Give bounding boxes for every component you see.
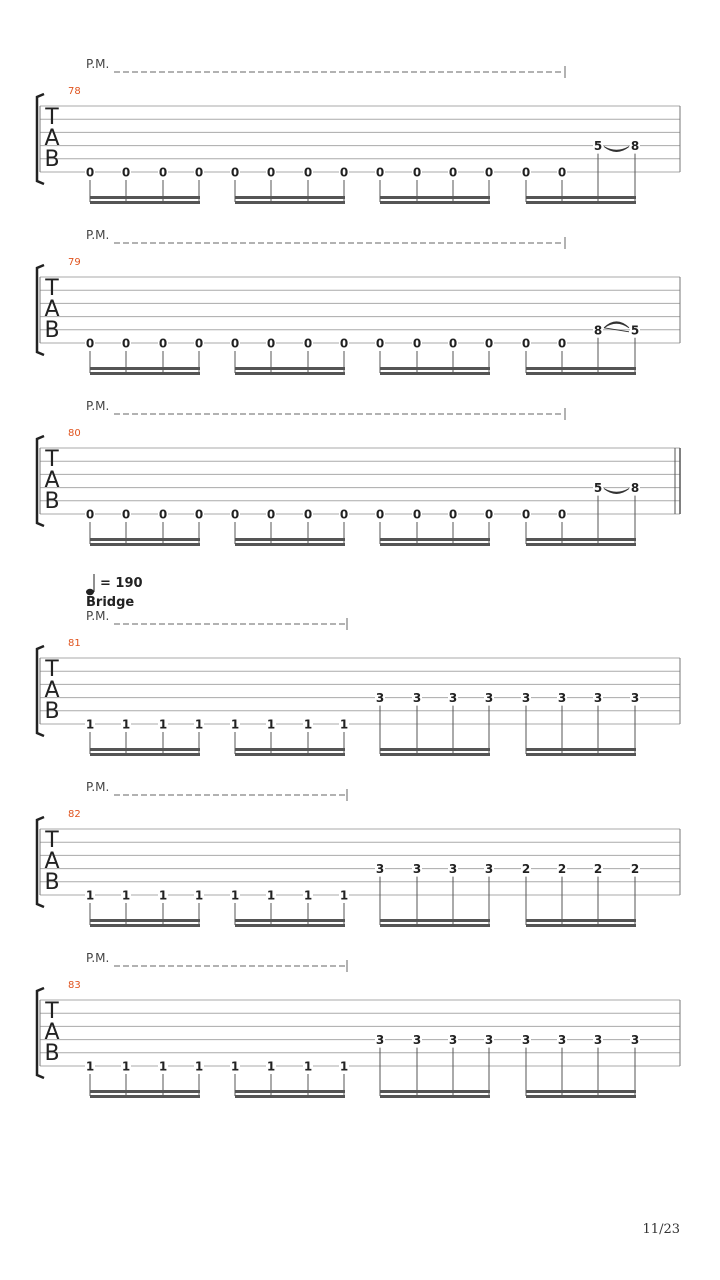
tab-clef-letter: B xyxy=(44,870,60,895)
fret-number: 0 xyxy=(448,165,458,180)
fret-number: 3 xyxy=(412,691,422,706)
fret-number: 0 xyxy=(448,507,458,522)
beam-primary xyxy=(526,1090,636,1093)
fret-number: 1 xyxy=(339,1059,349,1074)
beam-secondary xyxy=(235,924,345,927)
fret-number: 5 xyxy=(593,139,603,154)
fret-number: 1 xyxy=(194,717,204,732)
fret-number: 1 xyxy=(339,888,349,903)
fret-number: 0 xyxy=(339,507,349,522)
fret-number: 3 xyxy=(484,1033,494,1048)
fret-number: 3 xyxy=(484,691,494,706)
fret-number: 0 xyxy=(266,165,276,180)
fret-number: 0 xyxy=(85,336,95,351)
beam-primary xyxy=(526,919,636,922)
fret-number: 3 xyxy=(593,691,603,706)
beam-secondary xyxy=(235,372,345,375)
fret-number: 3 xyxy=(448,862,458,877)
tab-clef-letter: B xyxy=(44,1041,60,1066)
beam-primary xyxy=(235,919,345,922)
beam-secondary xyxy=(90,924,200,927)
beam-primary xyxy=(380,196,490,199)
beam-primary xyxy=(526,748,636,751)
fret-number: 0 xyxy=(412,336,422,351)
fret-number: 0 xyxy=(158,165,168,180)
beam-primary xyxy=(526,196,636,199)
beam-secondary xyxy=(90,372,200,375)
bar-number: 78 xyxy=(68,86,81,97)
beam-secondary xyxy=(380,753,490,756)
fret-number: 3 xyxy=(412,1033,422,1048)
tab-clef-letter: A xyxy=(44,297,60,322)
tab-clef-letter: B xyxy=(44,147,60,172)
slur-arc xyxy=(604,322,629,328)
beam-secondary xyxy=(235,1095,345,1098)
fret-number: 0 xyxy=(121,165,131,180)
tab-clef-letter: B xyxy=(44,699,60,724)
beam-secondary xyxy=(380,924,490,927)
tab-clef-letter: B xyxy=(44,489,60,514)
palm-mute-label: P.M. xyxy=(86,57,110,71)
slur-arc xyxy=(604,147,629,152)
fret-number: 1 xyxy=(266,1059,276,1074)
fret-number: 0 xyxy=(230,336,240,351)
tab-clef-letter: T xyxy=(45,657,59,682)
fret-number: 0 xyxy=(375,165,385,180)
beam-primary xyxy=(90,367,200,370)
palm-mute-label: P.M. xyxy=(86,228,110,242)
tab-clef-letter: T xyxy=(45,447,59,472)
fret-number: 0 xyxy=(194,336,204,351)
fret-number: 0 xyxy=(375,336,385,351)
fret-number: 0 xyxy=(521,507,531,522)
beam-secondary xyxy=(526,543,636,546)
beam-primary xyxy=(90,196,200,199)
fret-number: 1 xyxy=(303,1059,313,1074)
fret-number: 3 xyxy=(448,691,458,706)
fret-number: 3 xyxy=(448,1033,458,1048)
tab-clef-letter: A xyxy=(44,678,60,703)
bar-number: 81 xyxy=(68,638,81,649)
palm-mute-label: P.M. xyxy=(86,780,110,794)
beam-secondary xyxy=(235,543,345,546)
fret-number: 5 xyxy=(593,481,603,496)
fret-number: 1 xyxy=(158,888,168,903)
fret-number: 1 xyxy=(303,888,313,903)
fret-number: 2 xyxy=(557,862,567,877)
fret-number: 0 xyxy=(521,165,531,180)
beam-primary xyxy=(235,1090,345,1093)
page-number: 11/23 xyxy=(642,1222,680,1237)
fret-number: 0 xyxy=(557,507,567,522)
fret-number: 0 xyxy=(266,336,276,351)
fret-number: 2 xyxy=(630,862,640,877)
beam-secondary xyxy=(90,1095,200,1098)
fret-number: 1 xyxy=(194,1059,204,1074)
fret-number: 1 xyxy=(194,888,204,903)
fret-number: 0 xyxy=(303,507,313,522)
beam-secondary xyxy=(526,1095,636,1098)
fret-number: 3 xyxy=(375,1033,385,1048)
tab-clef-letter: T xyxy=(45,105,59,130)
fret-number: 8 xyxy=(630,481,640,496)
beam-primary xyxy=(526,538,636,541)
fret-number: 1 xyxy=(158,1059,168,1074)
fret-number: 3 xyxy=(557,1033,567,1048)
fret-number: 8 xyxy=(593,323,603,338)
fret-number: 2 xyxy=(593,862,603,877)
fret-number: 1 xyxy=(230,888,240,903)
fret-number: 0 xyxy=(339,336,349,351)
fret-number: 0 xyxy=(339,165,349,180)
fret-number: 1 xyxy=(85,888,95,903)
fret-number: 0 xyxy=(85,165,95,180)
beam-primary xyxy=(90,748,200,751)
fret-number: 1 xyxy=(339,717,349,732)
fret-number: 1 xyxy=(158,717,168,732)
beam-primary xyxy=(380,748,490,751)
beam-primary xyxy=(235,196,345,199)
fret-number: 1 xyxy=(121,888,131,903)
fret-number: 3 xyxy=(521,1033,531,1048)
fret-number: 2 xyxy=(521,862,531,877)
beam-secondary xyxy=(235,753,345,756)
fret-number: 3 xyxy=(557,691,567,706)
beam-secondary xyxy=(380,201,490,204)
beam-primary xyxy=(90,919,200,922)
fret-number: 1 xyxy=(266,888,276,903)
beam-primary xyxy=(90,538,200,541)
fret-number: 1 xyxy=(121,717,131,732)
beam-primary xyxy=(380,538,490,541)
beam-secondary xyxy=(380,372,490,375)
beam-secondary xyxy=(380,543,490,546)
fret-number: 0 xyxy=(557,165,567,180)
beam-primary xyxy=(235,367,345,370)
beam-primary xyxy=(380,367,490,370)
fret-number: 0 xyxy=(194,507,204,522)
fret-number: 3 xyxy=(375,691,385,706)
fret-number: 0 xyxy=(448,336,458,351)
slur-arc xyxy=(604,489,629,494)
fret-number: 0 xyxy=(484,165,494,180)
bar-number: 83 xyxy=(68,980,81,991)
bar-number: 82 xyxy=(68,809,81,820)
fret-number: 3 xyxy=(630,1033,640,1048)
fret-number: 0 xyxy=(412,165,422,180)
fret-number: 1 xyxy=(85,717,95,732)
beam-secondary xyxy=(235,201,345,204)
fret-number: 1 xyxy=(121,1059,131,1074)
section-label: Bridge xyxy=(86,595,135,610)
bar-number: 80 xyxy=(68,428,81,439)
beam-primary xyxy=(380,1090,490,1093)
palm-mute-label: P.M. xyxy=(86,609,110,623)
beam-primary xyxy=(235,538,345,541)
tab-clef-letter: T xyxy=(45,828,59,853)
fret-number: 1 xyxy=(266,717,276,732)
beam-secondary xyxy=(526,201,636,204)
beam-primary xyxy=(526,367,636,370)
fret-number: 1 xyxy=(230,1059,240,1074)
fret-number: 3 xyxy=(630,691,640,706)
tab-clef-letter: A xyxy=(44,468,60,493)
fret-number: 1 xyxy=(230,717,240,732)
fret-number: 0 xyxy=(484,507,494,522)
fret-number: 0 xyxy=(121,507,131,522)
beam-secondary xyxy=(526,753,636,756)
fret-number: 0 xyxy=(557,336,567,351)
fret-number: 0 xyxy=(303,336,313,351)
tab-clef-letter: A xyxy=(44,1020,60,1045)
fret-number: 1 xyxy=(303,717,313,732)
tab-clef-letter: T xyxy=(45,276,59,301)
fret-number: 0 xyxy=(230,165,240,180)
fret-number: 3 xyxy=(484,862,494,877)
fret-number: 0 xyxy=(266,507,276,522)
beam-secondary xyxy=(90,753,200,756)
fret-number: 0 xyxy=(375,507,385,522)
fret-number: 5 xyxy=(630,323,640,338)
fret-number: 0 xyxy=(230,507,240,522)
fret-number: 0 xyxy=(158,336,168,351)
beam-secondary xyxy=(380,1095,490,1098)
fret-number: 0 xyxy=(521,336,531,351)
fret-number: 3 xyxy=(412,862,422,877)
fret-number: 8 xyxy=(630,139,640,154)
fret-number: 0 xyxy=(85,507,95,522)
palm-mute-label: P.M. xyxy=(86,951,110,965)
fret-number: 0 xyxy=(158,507,168,522)
beam-secondary xyxy=(90,543,200,546)
fret-number: 3 xyxy=(521,691,531,706)
fret-number: 1 xyxy=(85,1059,95,1074)
beam-primary xyxy=(90,1090,200,1093)
fret-number: 0 xyxy=(303,165,313,180)
tempo-marking: = 190 xyxy=(100,576,143,591)
fret-number: 0 xyxy=(121,336,131,351)
bar-number: 79 xyxy=(68,257,81,268)
beam-primary xyxy=(235,748,345,751)
beam-secondary xyxy=(90,201,200,204)
tab-clef-letter: A xyxy=(44,126,60,151)
fret-number: 0 xyxy=(194,165,204,180)
tab-clef-letter: B xyxy=(44,318,60,343)
beam-secondary xyxy=(526,372,636,375)
fret-number: 3 xyxy=(375,862,385,877)
fret-number: 0 xyxy=(484,336,494,351)
tab-clef-letter: T xyxy=(45,999,59,1024)
fret-number: 0 xyxy=(412,507,422,522)
beam-secondary xyxy=(526,924,636,927)
palm-mute-label: P.M. xyxy=(86,399,110,413)
tab-clef-letter: A xyxy=(44,849,60,874)
beam-primary xyxy=(380,919,490,922)
fret-number: 3 xyxy=(593,1033,603,1048)
